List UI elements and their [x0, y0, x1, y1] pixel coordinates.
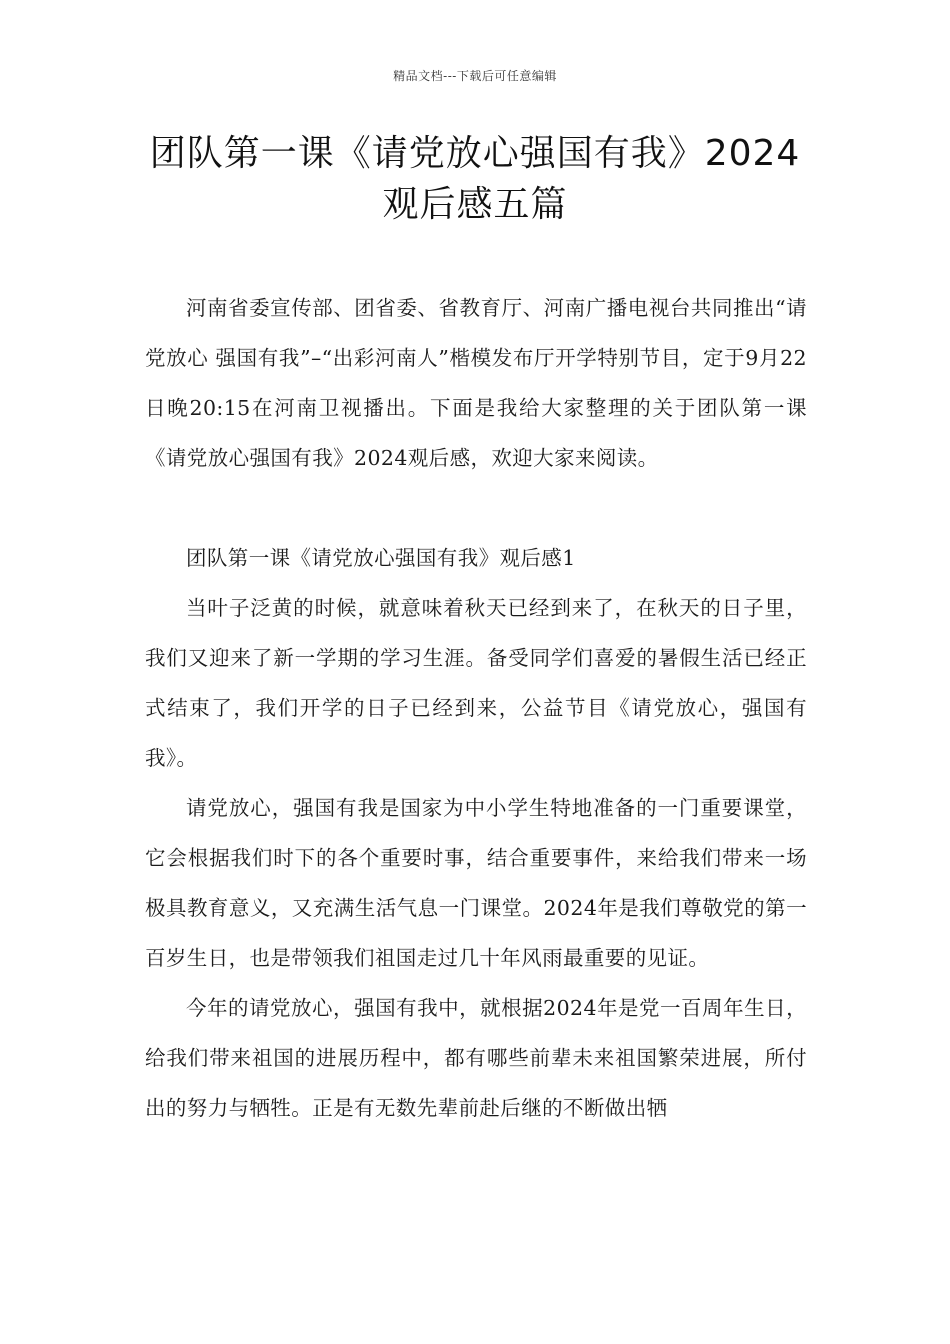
body-paragraph-2: 请党放心，强国有我是国家为中小学生特地准备的一门重要课堂，它会根据我们时下的各个重要时事，结合重要事件，来给我们带来一场极具教育意义，又充满生活气息一门课堂。2024年是我们尊敬党的第一百岁生日，也是带领我们祖国走过几十年风雨最重要的见证。 — [145, 796, 807, 970]
title-line-1: 团队第一课《请党放心强国有我》2024 — [149, 133, 801, 174]
body-paragraph-1: 当叶子泛黄的时候，就意味着秋天已经到来了，在秋天的日子里，我们又迎来了新一学期的学习生涯。备受同学们喜爱的暑假生活已经正式结束了，我们开学的日子已经到来，公益节目《请党放心，强国有我》。 — [145, 596, 807, 770]
section-heading: 团队第一课《请党放心强国有我》观后感1 — [186, 546, 576, 570]
intro-paragraph: 河南省委宣传部、团省委、省教育厅、河南广播电视台共同推出“请党放心 强国有我”–“出彩河南人”楷模发布厅开学特别节目，定于9月22日晚20:15在河南卫视播出。下面是我给大家整理的关于团队第一课《请党放心强国有我》2024观后感，欢迎大家来阅读。 — [145, 296, 807, 470]
title-line-2: 观后感五篇 — [382, 184, 568, 225]
section-gap — [145, 483, 807, 533]
document-title — [120, 128, 830, 230]
body-paragraph-3: 今年的请党放心，强国有我中，就根据2024年是党一百周年生日，给我们带来祖国的进展历程中，都有哪些前辈未来祖国繁荣进展，所付出的努力与牺牲。正是有无数先辈前赴后继的不断做出牺 — [145, 996, 807, 1120]
header-note: 精品文档---下载后可任意编辑 — [393, 69, 557, 83]
document-body — [145, 283, 807, 1133]
